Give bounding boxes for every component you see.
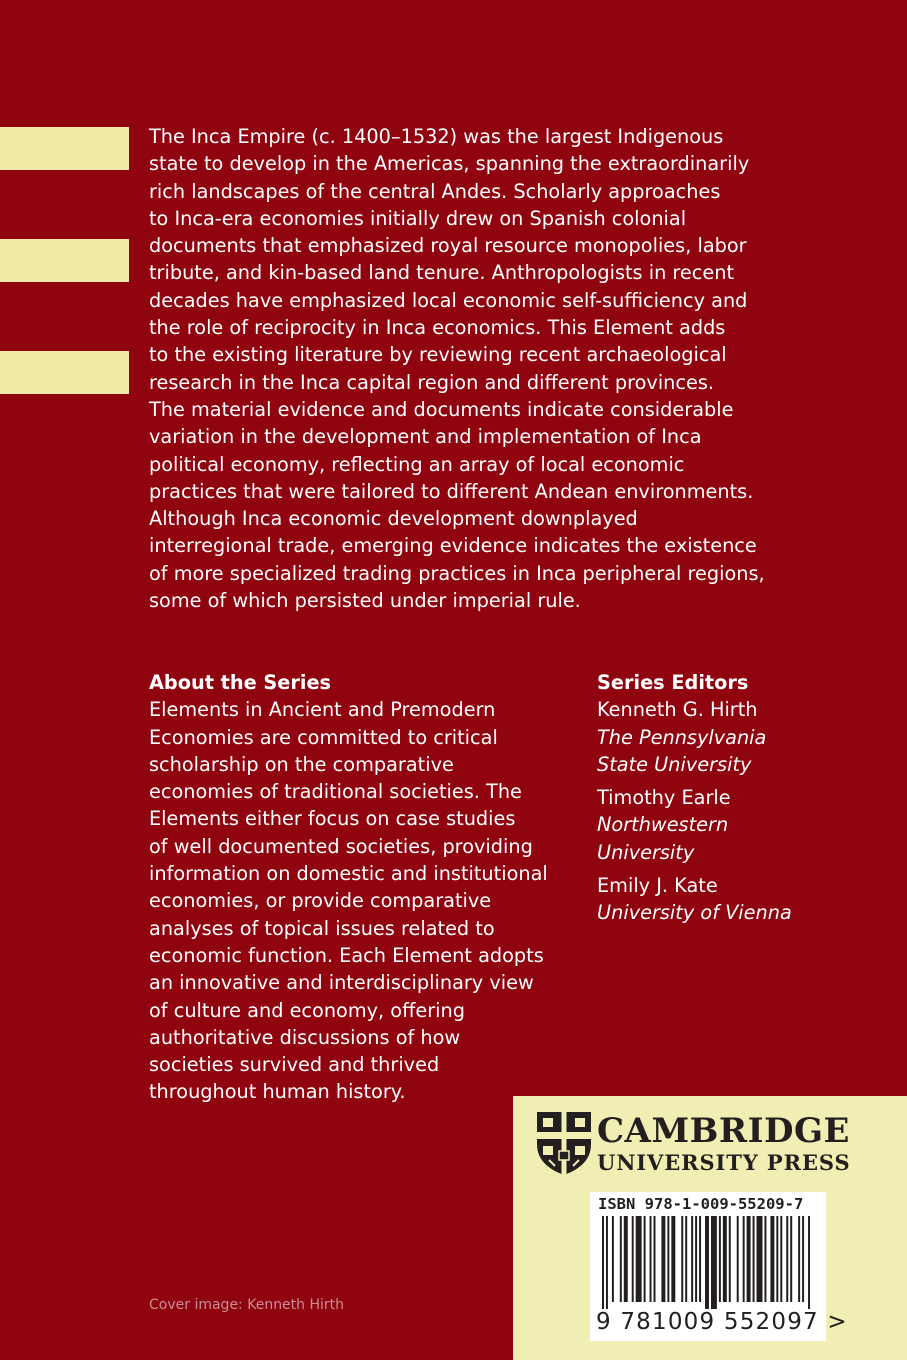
barcode-bar bbox=[737, 1216, 739, 1302]
editor-name: Timothy Earle bbox=[597, 786, 731, 810]
barcode-icon bbox=[598, 1216, 818, 1309]
editor-entry bbox=[597, 696, 897, 778]
barcode-bar bbox=[780, 1216, 782, 1302]
barcode-bar bbox=[699, 1216, 701, 1302]
description-line: to the existing literature by reviewing recent archaeological bbox=[149, 343, 727, 367]
barcode-panel bbox=[590, 1192, 848, 1341]
editor-affiliation-line: The Pennsylvania bbox=[597, 725, 767, 749]
editor-affiliation bbox=[597, 724, 897, 779]
editor-name: Emily J. Kate bbox=[597, 874, 718, 898]
about-series-line: economic function. Each Element adopts bbox=[149, 943, 544, 967]
description-line: rich landscapes of the central Andes. Scholarly approaches bbox=[149, 179, 721, 203]
editor-affiliation-line: University bbox=[597, 840, 695, 864]
publisher-name-line1: CAMBRIDGE bbox=[597, 1111, 850, 1151]
barcode-bar bbox=[644, 1216, 646, 1302]
barcode-bar bbox=[776, 1216, 778, 1302]
barcode-bar bbox=[632, 1216, 634, 1302]
barcode-bar bbox=[661, 1216, 665, 1302]
about-series-heading: About the Series bbox=[149, 671, 331, 694]
barcode-bar bbox=[747, 1216, 751, 1302]
about-series-line: analyses of topical issues related to bbox=[149, 916, 495, 940]
barcode-bar bbox=[798, 1216, 800, 1302]
about-series-line: throughout human history. bbox=[149, 1080, 406, 1104]
barcode-bar bbox=[770, 1216, 774, 1302]
editor-affiliation-line: University of Vienna bbox=[597, 901, 792, 925]
publisher-name bbox=[597, 1111, 851, 1176]
about-series-line: Elements either focus on case studies bbox=[149, 807, 516, 831]
editor-affiliation bbox=[597, 899, 897, 926]
editor-affiliation bbox=[597, 811, 897, 866]
barcode-bar bbox=[681, 1216, 683, 1302]
barcode-bar bbox=[802, 1216, 804, 1302]
about-series-line: of well documented societies, providing bbox=[149, 834, 533, 858]
barcode-bar bbox=[685, 1216, 687, 1302]
decorative-stripe bbox=[0, 127, 129, 170]
description-line: tribute, and kin-based land tenure. Anthropologists in recent bbox=[149, 261, 735, 285]
description-line: decades have emphasized local economic self-sufficiency and bbox=[149, 288, 748, 312]
barcode-bar bbox=[743, 1216, 745, 1302]
barcode-bar bbox=[691, 1216, 693, 1302]
about-series-line: economies of traditional societies. The bbox=[149, 780, 522, 804]
barcode-bar bbox=[606, 1216, 608, 1309]
editor-affiliation-line: State University bbox=[597, 752, 752, 776]
barcode-bar bbox=[695, 1216, 697, 1302]
barcode-bar bbox=[654, 1216, 656, 1302]
description-line: of more specialized trading practices in Inca peripheral regions, bbox=[149, 561, 765, 585]
description-line: The Inca Empire (c. 1400–1532) was the largest Indigenous bbox=[149, 125, 724, 148]
description-line: interregional trade, emerging evidence indicates the existence bbox=[149, 534, 757, 558]
about-series-line: of culture and economy, offering bbox=[149, 998, 465, 1022]
ean-digits: 9 781009 552097 > bbox=[596, 1309, 848, 1335]
about-series-line: scholarship on the comparative bbox=[149, 752, 454, 776]
editor-entry bbox=[597, 784, 897, 866]
barcode-bar bbox=[671, 1216, 675, 1302]
description-line: the role of reciprocity in Inca economics. This Element adds bbox=[149, 316, 726, 340]
barcode-bar bbox=[764, 1216, 766, 1302]
barcode-bar bbox=[786, 1216, 788, 1302]
barcode-bar bbox=[711, 1216, 717, 1309]
about-series-section bbox=[149, 669, 589, 1106]
about-series-line: authoritative discussions of how bbox=[149, 1025, 461, 1049]
description-line: Although Inca economic development downplayed bbox=[149, 507, 638, 531]
description-line: to Inca-era economies initially drew on Spanish colonial bbox=[149, 206, 687, 230]
barcode-bar bbox=[624, 1216, 628, 1302]
editor-name: Kenneth G. Hirth bbox=[597, 698, 758, 722]
book-description bbox=[149, 123, 899, 614]
about-series-line: societies survived and thrived bbox=[149, 1053, 440, 1077]
barcode-bar bbox=[705, 1216, 709, 1309]
barcode-bar bbox=[719, 1216, 721, 1302]
about-series-line: economies, or provide comparative bbox=[149, 889, 492, 913]
about-series-line: Elements in Ancient and Premodern bbox=[149, 698, 496, 722]
decorative-stripe bbox=[0, 351, 129, 394]
isbn-number: ISBN 978-1-009-55209-7 bbox=[598, 1195, 804, 1213]
editor-affiliation-line: Northwestern bbox=[597, 813, 729, 837]
cover-image-credit: Cover image: Kenneth Hirth bbox=[149, 1297, 345, 1313]
barcode-bar bbox=[667, 1216, 669, 1302]
barcode-bar bbox=[620, 1216, 622, 1302]
publisher-panel bbox=[513, 1096, 907, 1360]
barcode-bar bbox=[636, 1216, 642, 1302]
description-line: state to develop in the Americas, spanning the extraordinarily bbox=[149, 152, 750, 176]
description-line: some of which persisted under imperial rule. bbox=[149, 589, 581, 613]
barcode-bar bbox=[612, 1216, 614, 1302]
barcode-bar bbox=[650, 1216, 652, 1302]
barcode-bar bbox=[729, 1216, 731, 1302]
barcode-bar bbox=[602, 1216, 604, 1309]
description-line: The material evidence and documents indicate considerable bbox=[149, 397, 734, 421]
series-editors-section bbox=[597, 669, 897, 933]
barcode-bar bbox=[723, 1216, 727, 1302]
editor-entry bbox=[597, 872, 897, 927]
series-editors-heading: Series Editors bbox=[597, 671, 749, 694]
about-series-line: an innovative and interdisciplinary view bbox=[149, 971, 534, 995]
description-line: political economy, reflecting an array of local economic bbox=[149, 452, 685, 476]
barcode-bar bbox=[790, 1216, 792, 1302]
about-series-line: Economies are committed to critical bbox=[149, 725, 498, 749]
decorative-stripe bbox=[0, 239, 129, 282]
barcode-bar bbox=[757, 1216, 763, 1302]
cambridge-crest-icon bbox=[535, 1110, 593, 1176]
description-line: variation in the development and implementation of Inca bbox=[149, 425, 702, 449]
about-series-line: information on domestic and institutional bbox=[149, 862, 548, 886]
barcode-bar bbox=[808, 1216, 810, 1309]
description-line: practices that were tailored to different Andean environments. bbox=[149, 479, 754, 503]
barcode-bar bbox=[753, 1216, 755, 1302]
publisher-name-line2: UNIVERSITY PRESS bbox=[597, 1150, 851, 1175]
description-line: documents that emphasized royal resource monopolies, labor bbox=[149, 234, 747, 258]
description-line: research in the Inca capital region and different provinces. bbox=[149, 370, 715, 394]
